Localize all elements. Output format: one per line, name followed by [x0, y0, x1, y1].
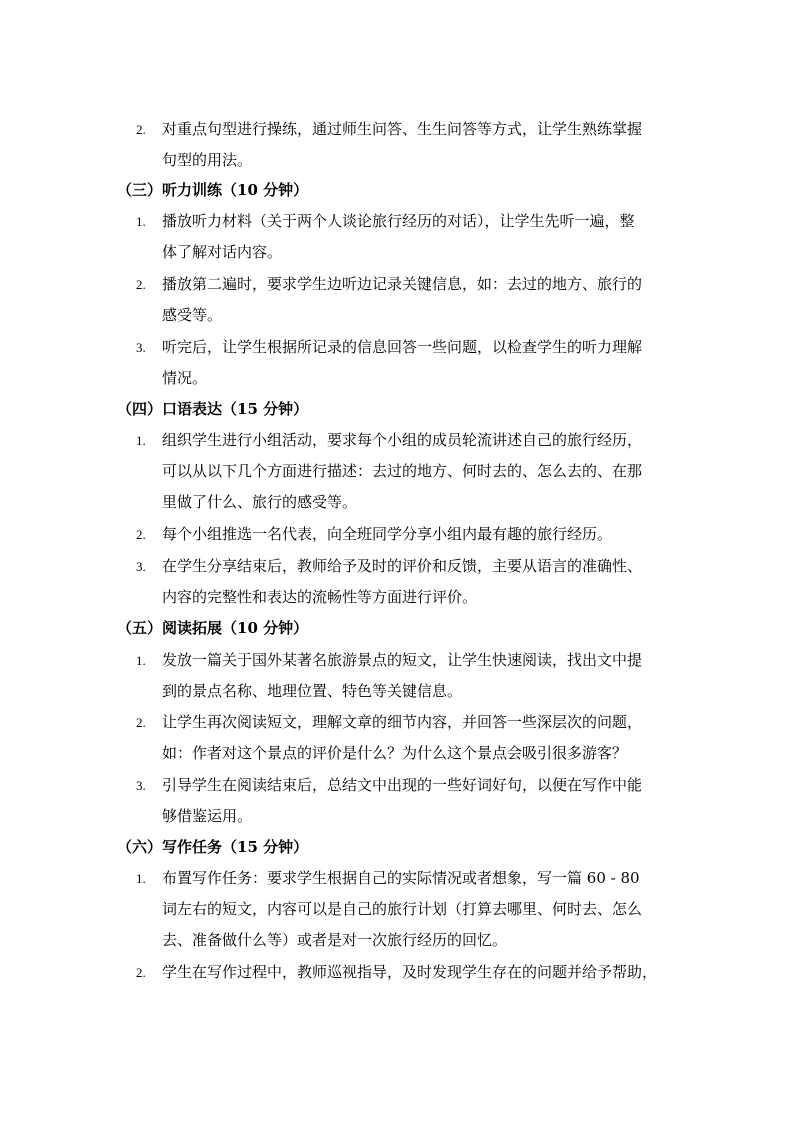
- item-number: 1.: [136, 433, 146, 448]
- item-line: 发放一篇关于国外某著名旅游景点的短文，让学生快速阅读，找出文中提: [162, 651, 643, 669]
- section-heading-speaking: （四）口语表达（15 分钟）: [117, 400, 309, 418]
- item-line: 里做了什么、旅行的感受等。: [162, 493, 358, 511]
- item-line: 去、准备做什么等）或者是对一次旅行经历的回忆。: [162, 931, 508, 949]
- item-text: [162, 206, 690, 268]
- item-text: [162, 863, 690, 956]
- item-number: 2.: [136, 715, 146, 730]
- item-number: 2.: [136, 527, 146, 542]
- section-heading-writing: （六）写作任务（15 分钟）: [117, 838, 309, 856]
- item-text: [162, 269, 690, 331]
- item-line: 到的景点名称、地理位置、特色等关键信息。: [162, 682, 463, 700]
- item-line: 可以从以下几个方面进行描述：去过的地方、何时去的、怎么去的、在那: [162, 462, 643, 480]
- item-text: [162, 551, 690, 613]
- item-line: 听完后，让学生根据所记录的信息回答一些问题，以检查学生的听力理解: [162, 338, 643, 356]
- item-line: 引导学生在阅读结束后，总结文中出现的一些好词好句，以便在写作中能: [162, 776, 643, 794]
- item-line: 情况。: [162, 369, 208, 387]
- item-line: 够借鉴运用。: [162, 807, 253, 825]
- item-line: 让学生再次阅读短文，理解文章的细节内容，并回答一些深层次的问题，: [162, 713, 643, 731]
- item-text: [162, 707, 690, 769]
- item-text: [162, 957, 690, 988]
- item-line: 播放听力材料（关于两个人谈论旅行经历的对话），让学生先听一遍，整: [162, 212, 635, 230]
- item-line: 对重点句型进行操练，通过师生问答、生生问答等方式，让学生熟练掌握: [162, 120, 643, 138]
- item-line: 每个小组推选一名代表，向全班同学分享小组内最有趣的旅行经历。: [162, 525, 613, 543]
- item-line: 内容的完整性和表达的流畅性等方面进行评价。: [162, 588, 478, 606]
- item-line: 学生在写作过程中，教师巡视指导，及时发现学生存在的问题并给予帮助，: [162, 963, 658, 981]
- item-text: [162, 519, 690, 550]
- item-text: [162, 645, 690, 707]
- item-number: 3.: [136, 559, 146, 574]
- item-line: 体了解对话内容。: [162, 243, 283, 261]
- item-line: 组织学生进行小组活动，要求每个小组的成员轮流讲述自己的旅行经历，: [162, 431, 643, 449]
- item-line: 句型的用法。: [162, 151, 253, 169]
- item-number: 2.: [136, 965, 146, 980]
- item-text: [162, 332, 690, 394]
- section-heading-reading: （五）阅读拓展（10 分钟）: [117, 619, 309, 637]
- item-number: 1.: [136, 653, 146, 668]
- item-line: 播放第二遍时，要求学生边听边记录关键信息，如：去过的地方、旅行的: [162, 275, 643, 293]
- item-number: 2.: [136, 122, 146, 137]
- item-number: 3.: [136, 340, 146, 355]
- item-line: 如：作者对这个景点的评价是什么？为什么这个景点会吸引很多游客？: [162, 744, 628, 762]
- item-number: 3.: [136, 778, 146, 793]
- item-number: 2.: [136, 277, 146, 292]
- item-number: 1.: [136, 871, 146, 886]
- item-text: [162, 770, 690, 832]
- item-text: [162, 114, 690, 176]
- item-number: 1.: [136, 214, 146, 229]
- item-text: [162, 425, 690, 518]
- section-heading-listening: （三）听力训练（10 分钟）: [117, 181, 309, 199]
- item-line: 词左右的短文，内容可以是自己的旅行计划（打算去哪里、何时去、怎么: [162, 900, 643, 918]
- item-line: 感受等。: [162, 306, 223, 324]
- item-line: 在学生分享结束后，教师给予及时的评价和反馈，主要从语言的准确性、: [162, 557, 643, 575]
- item-line: 布置写作任务：要求学生根据自己的实际情况或者想象，写一篇 60 - 80: [162, 869, 640, 887]
